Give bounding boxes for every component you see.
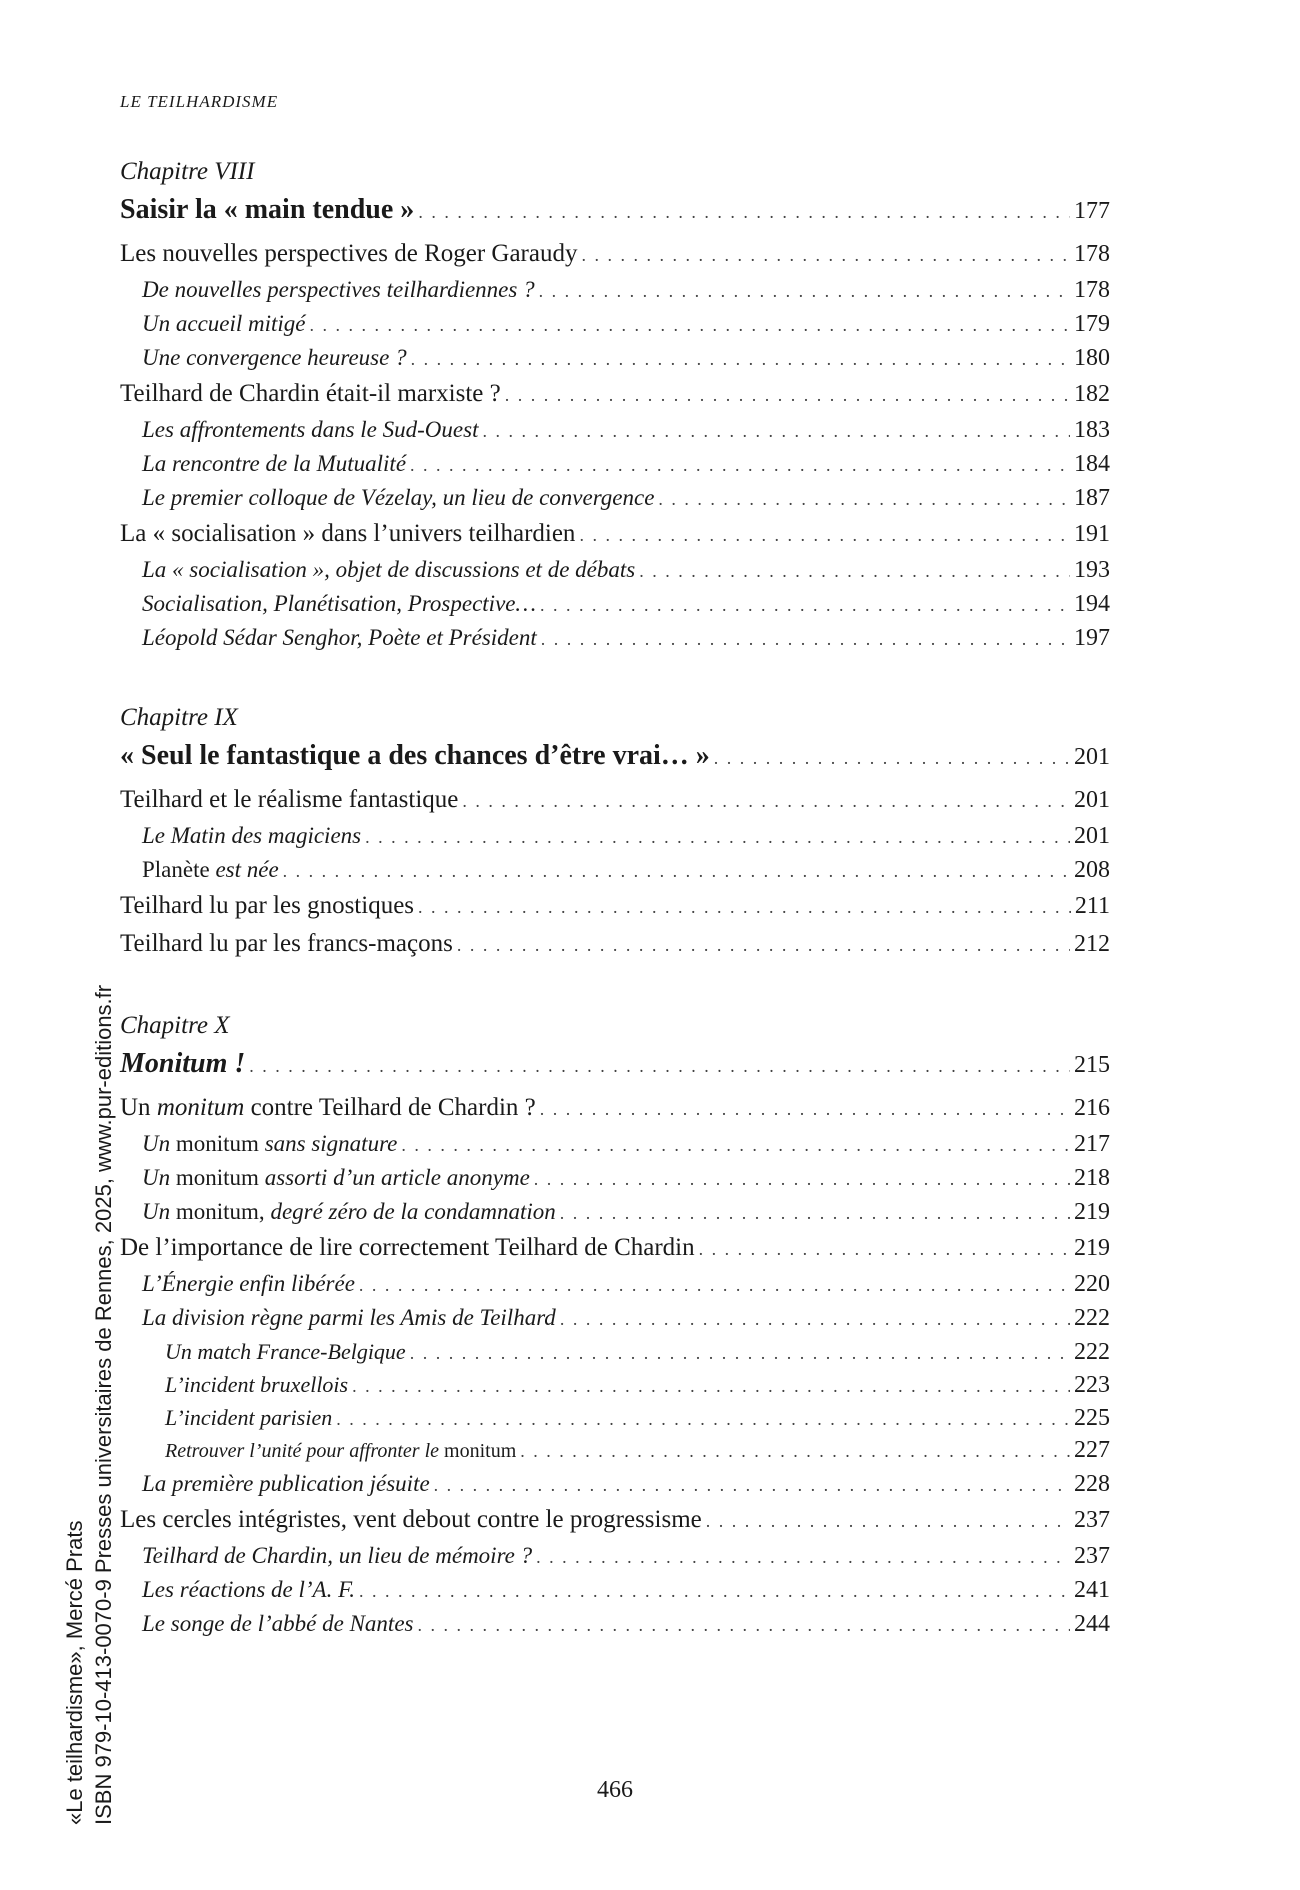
toc-section[interactable]: Teilhard et le réalisme fantastique . . . 201 <box>120 781 1110 819</box>
copyright-notice <box>60 985 118 1825</box>
chapter-label: Chapitre VIII <box>120 158 255 185</box>
toc-subsection[interactable]: Les réactions de l’A. F. . . . 241 <box>120 1573 1110 1607</box>
toc-section[interactable]: Les cercles intégristes, vent debout contre le progressisme . . . 237 <box>120 1501 1110 1539</box>
toc-subsubsection[interactable]: Retrouver l’unité pour affronter le monitum . . . 227 <box>120 1434 1110 1467</box>
toc-subsubsection[interactable]: Un match France-Belgique . . . 222 <box>120 1335 1110 1368</box>
toc-subsection[interactable]: La division règne parmi les Amis de Teilhard . . . 222 <box>120 1301 1110 1335</box>
toc-section[interactable]: Les nouvelles perspectives de Roger Garaudy . . . 178 <box>120 235 1110 273</box>
page-number: 466 <box>597 1777 633 1803</box>
chapter-8 <box>120 155 1110 655</box>
toc-subsection[interactable]: La « socialisation », objet de discussions et de débats . . . 193 <box>120 553 1110 587</box>
chapter-title[interactable]: Monitum ! . . . 215 <box>120 1043 1110 1085</box>
table-of-contents <box>120 155 1110 1687</box>
chapter-9 <box>120 701 1110 963</box>
running-head: LE TEILHARDISME <box>120 92 279 111</box>
toc-subsection[interactable]: Les affrontements dans le Sud-Ouest . . . 183 <box>120 413 1110 447</box>
toc-subsection[interactable]: Une convergence heureuse ? . . . 180 <box>120 341 1110 375</box>
toc-section[interactable]: Un monitum contre Teilhard de Chardin ? . . . 216 <box>120 1089 1110 1127</box>
copyright-line-author: «Le teilhardisme», Mercé Prats <box>62 1520 87 1825</box>
chapter-10 <box>120 1009 1110 1641</box>
toc-subsection[interactable]: Socialisation, Planétisation, Prospective… . . . 194 <box>120 587 1110 621</box>
toc-section[interactable]: Teilhard lu par les gnostiques . . . 211 <box>120 887 1110 925</box>
toc-subsection[interactable]: Teilhard de Chardin, un lieu de mémoire ? . . . 237 <box>120 1539 1110 1573</box>
chapter-label: Chapitre IX <box>120 704 238 731</box>
toc-section[interactable]: Teilhard de Chardin était-il marxiste ? . . . 182 <box>120 375 1110 413</box>
page-ref: 215 <box>1074 1052 1110 1078</box>
toc-subsection[interactable]: Un monitum, degré zéro de la condamnation . . . 219 <box>120 1195 1110 1229</box>
toc-subsection[interactable]: Le premier colloque de Vézelay, un lieu de convergence . . . 187 <box>120 481 1110 515</box>
toc-section[interactable]: La « socialisation » dans l’univers teilhardien . . . 191 <box>120 515 1110 553</box>
toc-section[interactable]: Teilhard lu par les francs-maçons . . . 212 <box>120 925 1110 963</box>
copyright-line-isbn: ISBN 979-10-413-0070-9 Presses universitaires de Rennes, 2025, www.pur-editions.fr <box>91 984 116 1825</box>
toc-subsection[interactable]: Un monitum assorti d’un article anonyme . . . 218 <box>120 1161 1110 1195</box>
toc-subsubsection[interactable]: L’incident bruxellois . . . 223 <box>120 1368 1110 1401</box>
toc-subsection[interactable]: Un accueil mitigé . . . 179 <box>120 307 1110 341</box>
toc-subsection[interactable]: Le Matin des magiciens . . . 201 <box>120 819 1110 853</box>
chapter-label: Chapitre X <box>120 1012 230 1039</box>
toc-section[interactable]: De l’importance de lire correctement Teilhard de Chardin . . . 219 <box>120 1229 1110 1267</box>
page-ref: 177 <box>1074 198 1110 224</box>
toc-subsection[interactable]: La rencontre de la Mutualité . . . 184 <box>120 447 1110 481</box>
toc-subsection[interactable]: Planète est née . . . 208 <box>120 853 1110 887</box>
toc-subsection[interactable]: L’Énergie enfin libérée . . . 220 <box>120 1267 1110 1301</box>
chapter-title[interactable]: « Seul le fantastique a des chances d’être vrai… » . . . 201 <box>120 735 1110 777</box>
toc-subsection[interactable]: Un monitum sans signature . . . 217 <box>120 1127 1110 1161</box>
toc-subsection[interactable]: Léopold Sédar Senghor, Poète et Président . . . 197 <box>120 621 1110 655</box>
toc-subsection[interactable]: Le songe de l’abbé de Nantes . . . 244 <box>120 1607 1110 1641</box>
page-ref: 201 <box>1074 744 1110 770</box>
chapter-title[interactable]: Saisir la « main tendue » . . . 177 <box>120 189 1110 231</box>
toc-subsection[interactable]: La première publication jésuite . . . 228 <box>120 1467 1110 1501</box>
toc-subsubsection[interactable]: L’incident parisien . . . 225 <box>120 1401 1110 1434</box>
toc-subsection[interactable]: De nouvelles perspectives teilhardiennes ? . . . 178 <box>120 273 1110 307</box>
